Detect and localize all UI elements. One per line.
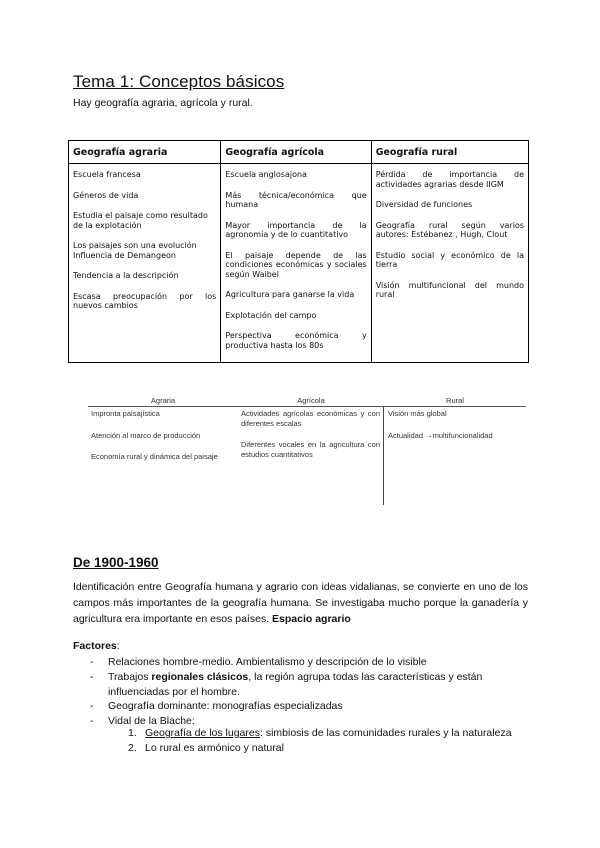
table-cell: Escuela anglosajona bbox=[225, 170, 307, 179]
sublist-text-part: : simbiosis de las comunidades rurales y la naturaleza bbox=[260, 727, 512, 739]
list-item-text: Vidal de la Blache: bbox=[108, 715, 195, 728]
list-item-text: Geografía dominante: monografías especializadas bbox=[108, 700, 343, 713]
table-cell: El paisaje depende de las condiciones económicas y sociales según Waibel bbox=[225, 250, 367, 279]
header-rural: Geografía rural bbox=[375, 147, 458, 158]
column-agricola bbox=[221, 164, 371, 362]
list-item bbox=[90, 670, 530, 700]
table-cell: Geografía rural según varios autores: Estébanez , Hugh, Clout bbox=[375, 220, 524, 239]
summary-column-agricola bbox=[238, 407, 384, 505]
summary-header-agraria: Agraria bbox=[150, 396, 176, 405]
dash-bullet: - bbox=[90, 715, 94, 728]
table-body bbox=[69, 164, 528, 362]
summary-cell: Atención al marco de producción bbox=[91, 430, 201, 440]
sublist-number: 1. bbox=[128, 727, 137, 739]
summary-header-agricola: Agrícola bbox=[297, 396, 325, 405]
table-cell: Pérdida de importancia de actividades agrarias desde IIGM bbox=[375, 170, 524, 189]
table-cell: Escasa preocupación por los nuevos cambios bbox=[73, 291, 217, 310]
table-cell: Estudia el paisaje como resultado de la explotación bbox=[73, 211, 208, 230]
sublist-text bbox=[145, 726, 512, 741]
list-text-part: Trabajos bbox=[108, 670, 152, 683]
list-text-part: , la región agrupa todas las características y están influenciadas por el hombre. bbox=[108, 670, 483, 698]
page-title: Tema 1: Conceptos básicos bbox=[73, 72, 285, 91]
header-agraria: Geografía agraria bbox=[69, 141, 221, 163]
summary-cell: Actualidad →multifuncionalidad bbox=[388, 430, 493, 440]
list-item-text bbox=[108, 670, 530, 700]
sublist-underlined: Geografía de los lugares bbox=[145, 727, 260, 739]
table-cell: Estudio social y económico de la tierra bbox=[375, 250, 524, 269]
header-agricola: Geografía agrícola bbox=[221, 141, 371, 163]
list-text-bold: regionales clásicos bbox=[151, 670, 249, 683]
table-cell: Más técnica/económica que humana bbox=[225, 190, 367, 209]
dash-bullet: - bbox=[90, 656, 94, 668]
summary-header-row bbox=[88, 394, 526, 407]
factors-list bbox=[90, 655, 530, 729]
summary-cell: Actividades agrícolas económicas y con diferentes escalas bbox=[241, 409, 380, 428]
summary-cell: Impronta paisajística bbox=[91, 409, 160, 418]
table-cell: Explotación del campo bbox=[225, 310, 317, 320]
summary-table bbox=[88, 394, 526, 505]
section-heading: De 1900-1960 bbox=[73, 555, 159, 570]
table-cell: Visión multifuncional del mundo rural bbox=[375, 280, 524, 299]
sublist-number: 2. bbox=[128, 741, 137, 754]
factors-label-text: Factores bbox=[73, 640, 117, 652]
sublist-item bbox=[128, 741, 528, 756]
summary-cell: Economía rural y dinámica del paisaje bbox=[91, 452, 218, 461]
subtitle: Hay geografía agraria, agrícola y rural. bbox=[73, 97, 253, 109]
summary-cell: Visión más global bbox=[388, 409, 447, 418]
paragraph-bold: Espacio agrario bbox=[272, 612, 351, 625]
summary-body bbox=[88, 407, 526, 505]
paragraph-text: Identificación entre Geografía humana y agrario con ideas vidalianas, se convierte en uno de los campos más importantes de la geografía humana. Se investigaba mucho porque la ganadería y agricultura era importante en esos países. bbox=[73, 581, 528, 625]
table-cell: Géneros de vida bbox=[73, 190, 139, 200]
table-cell: Diversidad de funciones bbox=[375, 200, 473, 209]
vidal-sublist bbox=[128, 726, 528, 756]
dash-bullet: - bbox=[90, 700, 94, 713]
comparison-table bbox=[68, 140, 529, 363]
table-cell: Los paisajes son una evolución Influencia de Demangeon bbox=[73, 241, 197, 260]
list-item bbox=[90, 655, 530, 670]
table-cell: Perspectiva económica y productiva hasta los 80s bbox=[225, 331, 367, 350]
column-rural bbox=[372, 164, 528, 362]
factors-label bbox=[73, 640, 120, 652]
factors-colon: : bbox=[116, 640, 120, 652]
table-cell: Mayor importancia de la agronomía y de lo cuantitativo bbox=[225, 220, 367, 239]
summary-column-rural bbox=[384, 407, 526, 505]
list-item-text: Relaciones hombre-medio. Ambientalismo y descripción de lo visible bbox=[108, 656, 427, 668]
list-item bbox=[90, 699, 530, 714]
table-header-row bbox=[69, 141, 528, 164]
sublist-text: Lo rural es armónico y natural bbox=[145, 741, 284, 754]
sublist-item bbox=[128, 726, 528, 741]
summary-header-rural: Rural bbox=[446, 396, 464, 405]
table-cell: Agricultura para ganarse la vida bbox=[225, 290, 355, 299]
table-cell: Escuela francesa bbox=[73, 170, 141, 179]
section-paragraph bbox=[73, 580, 528, 627]
summary-column-agraria bbox=[88, 407, 238, 505]
column-agraria bbox=[69, 164, 221, 362]
table-cell: Tendencia a la descripción bbox=[73, 271, 179, 280]
summary-cell: Diferentes vocales en la agricultura con estudios cuantitativos bbox=[241, 440, 380, 459]
dash-bullet: - bbox=[90, 670, 94, 683]
